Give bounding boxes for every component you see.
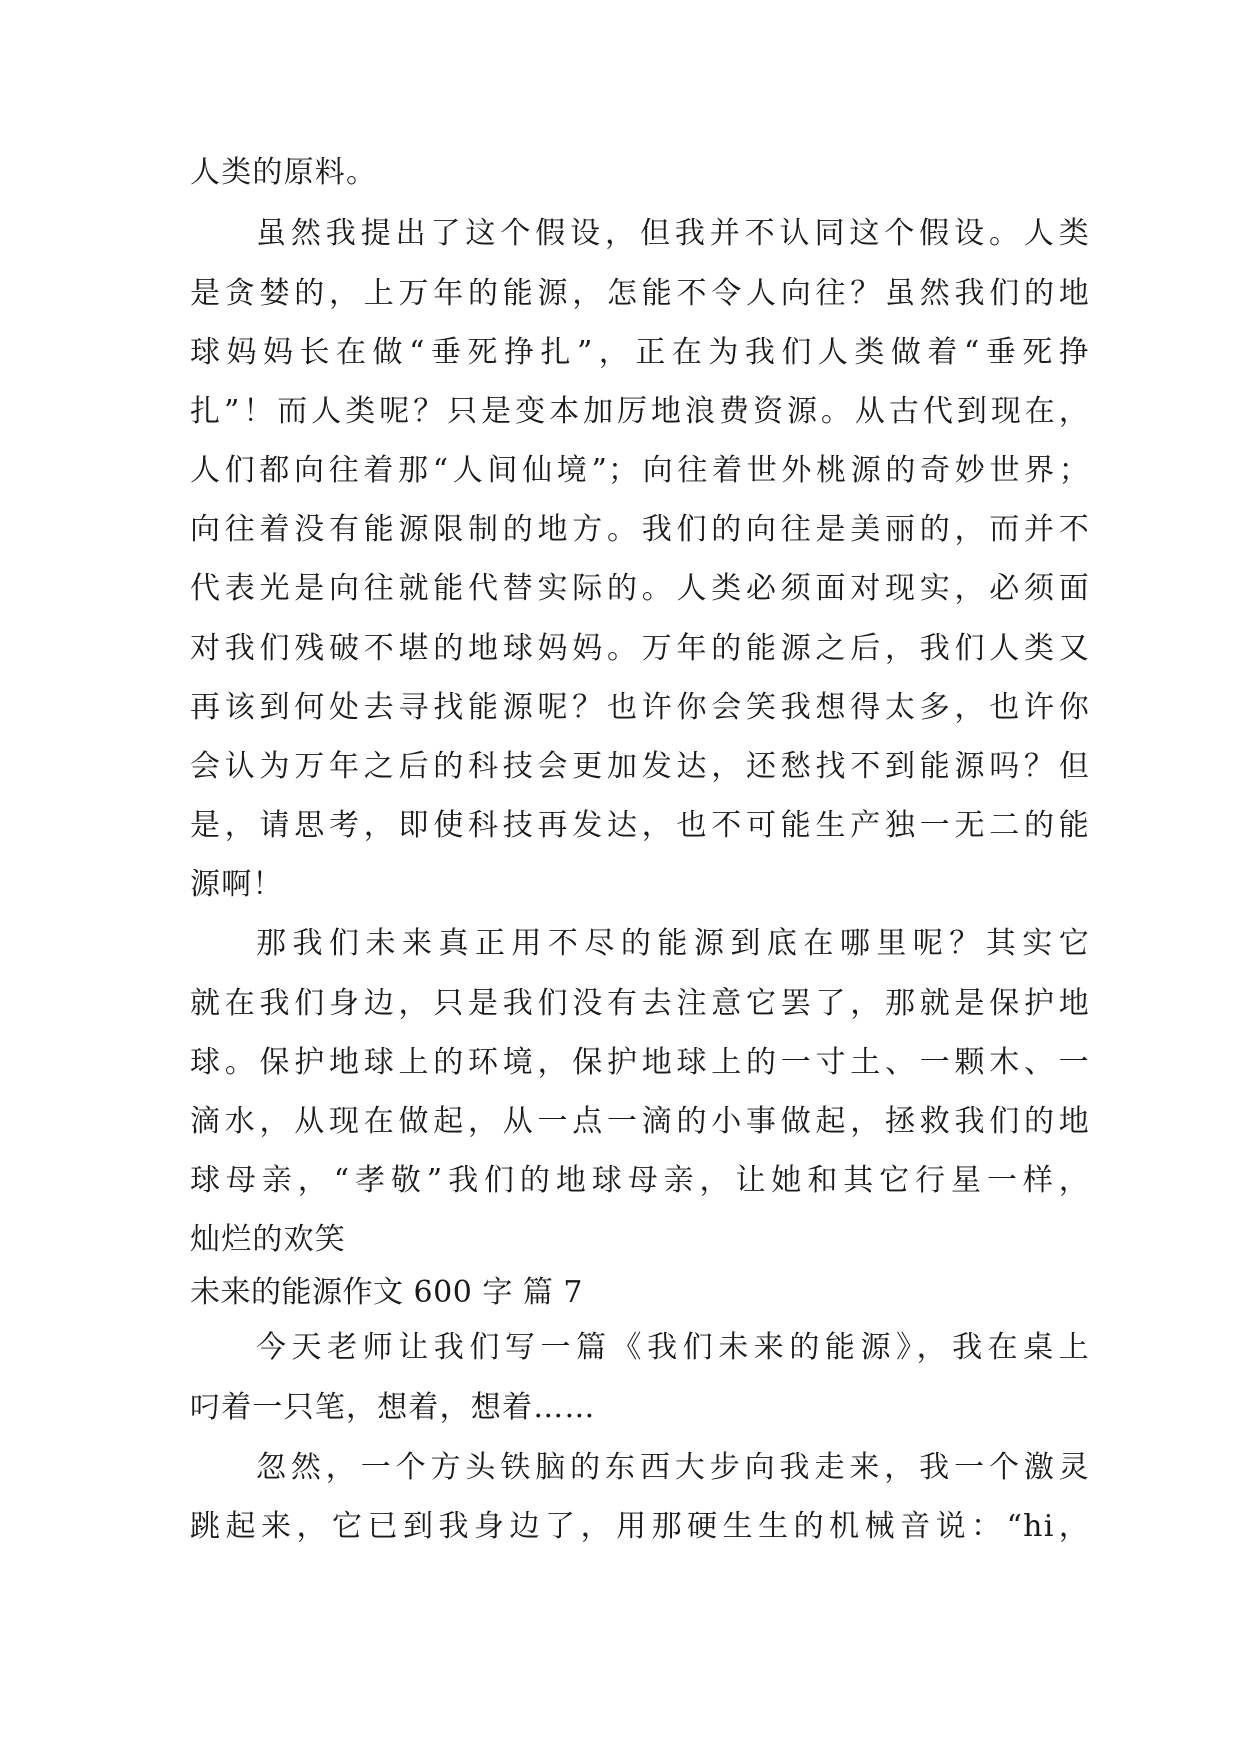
text-line: 球。保护地球上的环境，保护地球上的一寸土、一颗木、一 (190, 1045, 1090, 1080)
text-line: 代表光是向往就能代替实际的。人类必须面对现实，必须面 (190, 571, 1090, 606)
text-line: 叼着一只笔，想着，想着…… (190, 1390, 596, 1425)
text-line: 源啊！ (190, 867, 284, 902)
text-line: 就在我们身边，只是我们没有去注意它罢了，那就是保护地 (190, 986, 1090, 1021)
text-line: 跳起来，它已到我身边了，用那硬生生的机械音说：“hi， (190, 1509, 1090, 1544)
text-line: 那我们未来真正用不尽的能源到底在哪里呢？其实它 (256, 926, 1090, 961)
section-heading: 未来的能源作文 600 字 篇 7 (190, 1275, 583, 1310)
text-line: 是，请思考，即使科技再发达，也不可能生产独一无二的能 (190, 808, 1090, 843)
text-line: 球妈妈长在做“垂死挣扎”，正在为我们人类做着“垂死挣 (190, 335, 1090, 370)
text-line: 灿烂的欢笑 (190, 1222, 346, 1257)
text-line: 滴水，从现在做起，从一点一滴的小事做起，拯救我们的地 (190, 1104, 1090, 1139)
text-line: 球母亲，“孝敬”我们的地球母亲，让她和其它行星一样， (190, 1163, 1090, 1198)
text-line: 会认为万年之后的科技会更加发达，还愁找不到能源吗？但 (190, 749, 1090, 784)
text-line: 人类的原料。 (190, 155, 378, 190)
text-line: 对我们残破不堪的地球妈妈。万年的能源之后，我们人类又 (190, 631, 1090, 666)
text-line: 人们都向往着那“人间仙境”；向往着世外桃源的奇妙世界； (190, 453, 1090, 488)
text-line: 向往着没有能源限制的地方。我们的向往是美丽的，而并不 (190, 512, 1090, 547)
text-line: 再该到何处去寻找能源呢？也许你会笑我想得太多，也许你 (190, 690, 1090, 725)
text-line: 忽然，一个方头铁脑的东西大步向我走来，我一个激灵 (256, 1450, 1090, 1485)
text-line: 是贪婪的，上万年的能源，怎能不令人向往？虽然我们的地 (190, 276, 1090, 311)
text-line: 虽然我提出了这个假设，但我并不认同这个假设。人类 (256, 216, 1090, 251)
text-line: 扎”！而人类呢？只是变本加厉地浪费资源。从古代到现在， (190, 394, 1090, 429)
text-line: 今天老师让我们写一篇《我们未来的能源》，我在桌上 (256, 1330, 1090, 1365)
